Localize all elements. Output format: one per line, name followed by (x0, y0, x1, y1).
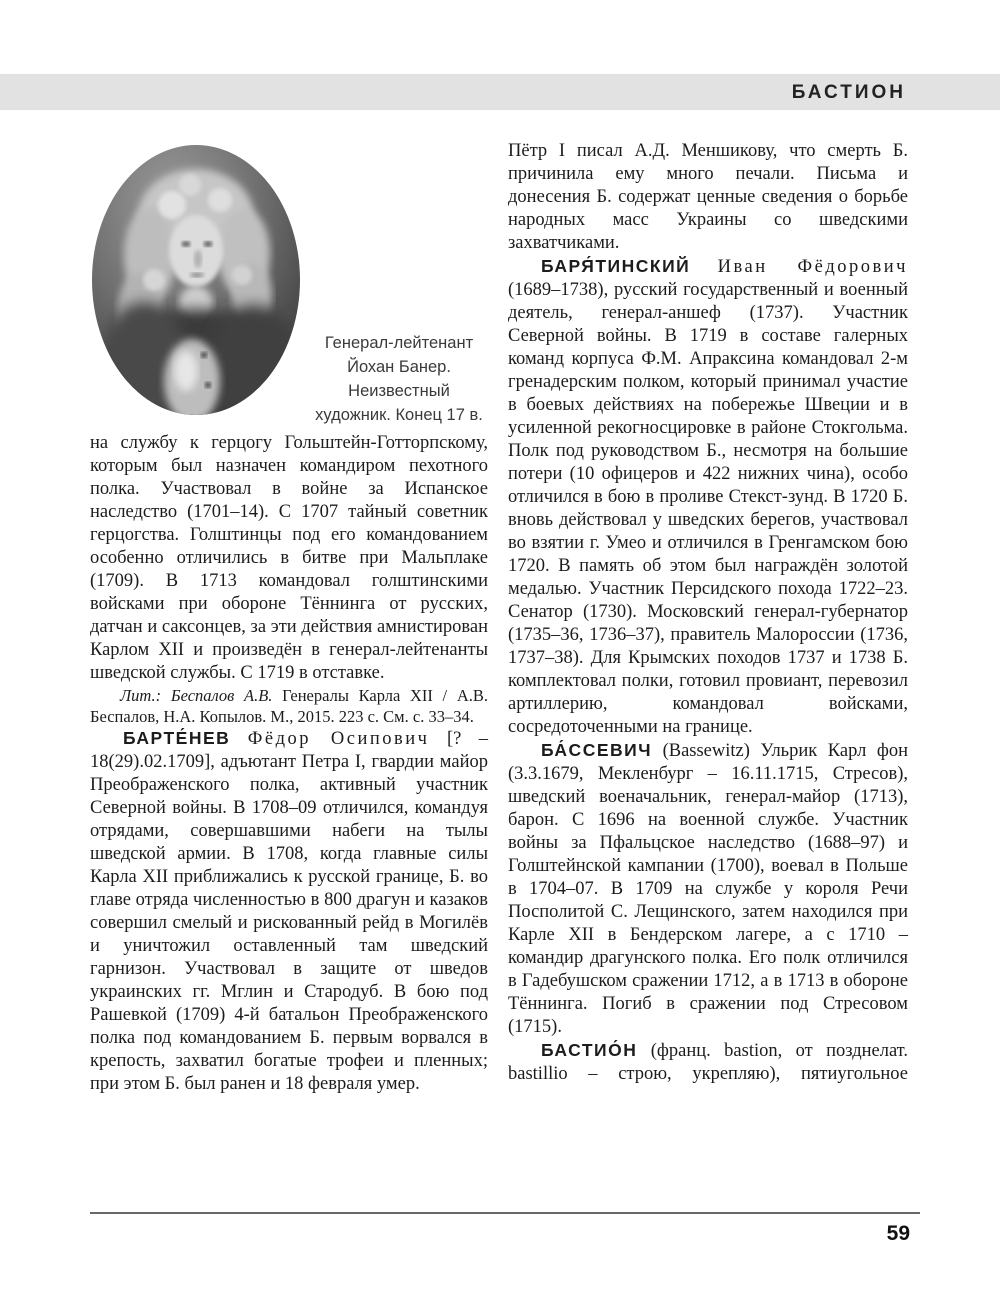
continuation-paragraph: на службу к герцогу Гольштейн-Готторпскому, которым был назначен командиром пехотного полка. Участвовал в войне за Испанское наследство (1701–14). С 1707 тайный советник герцогства. Голштинцы под его командованием особенно отличились в битве при Мальплаке (1709). В 1713 командовал голштинскими войсками при обороне Тённинга от русских, датчан и саксонцев, за эти действия амнистирован Карлом XII и произведён в генерал-лейтенанты шведской службы. С 1719 в отставке. (90, 433, 488, 683)
literature-label: Лит.: (120, 686, 162, 705)
running-head-title: БАСТИОН (791, 82, 906, 103)
entry-headword: БА́ССЕВИЧ (541, 740, 653, 760)
entry-headword: БАСТИО́Н (541, 1040, 638, 1060)
entry-person-name: Иван Фёдорович (717, 257, 908, 277)
entry-headword: БАРТЕ́НЕВ (123, 728, 231, 748)
portrait-image (92, 145, 300, 415)
caption-line: Генерал-лейтенант (324, 334, 474, 352)
entry-headword: БАРЯ́ТИНСКИЙ (541, 256, 691, 276)
literature-authors: Беспалов А.В. (170, 686, 273, 705)
entry-person-name: (Bassewitz) Ульрик Карл фон (662, 741, 909, 761)
right-column (508, 140, 908, 1086)
portrait-caption (300, 331, 498, 427)
continuation-paragraph: Пётр I писал А.Д. Меншикову, что смерть Б. причинила ему много печали. Письма и донесения Б. содержат ценные сведения о борьбе народных масс Украины со шведскими захватчиками. (508, 141, 908, 253)
caption-line: Йохан Банер. (347, 358, 451, 376)
caption-line: Неизвестный (348, 382, 450, 400)
entry-body: [? – 18(29).02.1709], адъютант Петра I, гвардии майор Преображенского полка, активный участник Северной войны. В 1708–09 отличился, командуя отрядами, совершавшими набеги на тылы шведской армии. В 1708, когда главные силы Карла XII приближались к русской границе, Б. во главе отряда численностью в 800 драгун и казаков совершил смелый и рискованный рейд в Могилёв и уничтожил оставленный там шведский гарнизон. Участвовал в защите от шведов украинских гг. Мглин и Стародуб. В бою под Рашевкой (1709) 4-й батальон Преображенского полка под командованием Б. первым ворвался в крепость, захватил богатые трофеи и пленных; при этом Б. был ранен и 18 февраля умер. (90, 729, 488, 1094)
left-column (90, 432, 488, 1096)
entry-body: (франц. bastion, от позднелат. bastillio – строю, укрепляю), пятиугольное (508, 1041, 909, 1084)
portrait-figure (92, 145, 300, 415)
running-head-bar (0, 74, 1000, 110)
literature-reference (90, 685, 488, 727)
entry-person-name: Фёдор Осипович (247, 729, 430, 749)
entry-body: (3.3.1679, Мекленбург – 16.11.1715, Стресов), шведский военачальник, генерал-майор (1713), барон. С 1696 на военной службе. Участник войны за Пфальцское наследство (1688–97) и Голштейнской кампании (1700), воевал в Польше в 1704–07. В 1709 на службе у короля Речи Посполитой С. Лещинского, затем находился при Карле XII в Бендерском лагере, а с 1710 – командир драгунского полка. Его полк отличился в Гадебушском сражении 1712, а в 1713 в обороне Тённинга. Погиб в сражении под Стресовом (1715). (508, 764, 908, 1037)
literature-text: Генералы Карла XII / А.В. Беспалов, Н.А. Копылов. М., 2015. 223 с. См. с. 33–34. (90, 686, 488, 726)
caption-line: художник. Конец 17 в. (315, 406, 483, 424)
entry-body: (1689–1738), русский государственный и военный деятель, генерал-аншеф (1737). Участник Северной войны. В 1719 в составе галерных команд корпуса Ф.М. Апраксина командовал 2-м гренадерским полком, который принимал участие в боевых действиях на побережье Швеции и в усиленной рекогносцировке в районе Стокгольма. Полк под руководством Б., несмотря на большие потери (10 офицеров и 422 нижних чина), особо отличился в бою в проливе Стекст-зунд. В 1720 Б. вновь действовал у шведских берегов, участвовал во взятии г. Умео и отличился в Гренгамском бою 1720. В память об этом был награждён золотой медалью. Участник Персидского похода 1722–23. Сенатор (1730). Московский генерал-губернатор (1735–36, 1736–37), правитель Малороссии (1736, 1737–38). Для Крымских походов 1737 и 1738 Б. комплектовал полки, готовил провиант, перевозил артиллерию, командовал войсками, сосредоточенными на границе. (508, 280, 908, 737)
entry-bartenev (90, 727, 488, 1096)
footer-rule (90, 1212, 920, 1214)
entry-baryatinsky (508, 255, 908, 739)
entry-bassevich (508, 739, 908, 1039)
page-number: 59 (886, 1222, 910, 1245)
entry-bastion (508, 1039, 908, 1086)
